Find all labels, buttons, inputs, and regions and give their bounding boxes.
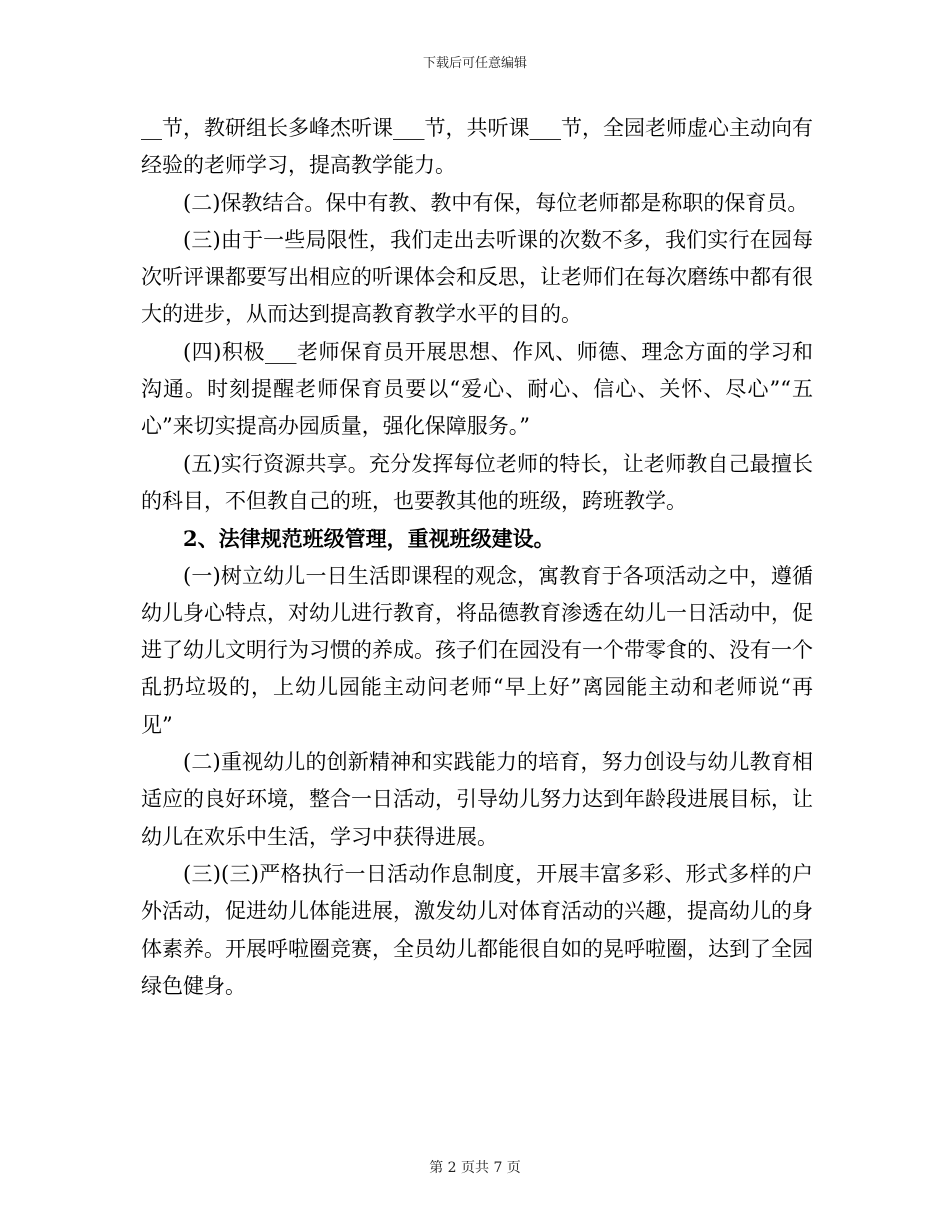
- document-body: [141, 110, 813, 1005]
- paragraph-item-2: (二)保教结合。保中有教、教中有保，每位老师都是称职的保育员。: [183, 190, 809, 215]
- paragraph-section2-item-3: (三)(三)严格执行一日活动作息制度，开展丰富多彩、形式多样的户外活动，促进幼儿体能进展，激发幼儿对体育活动的兴趣，提高幼儿的身体素养。开展呼啦圈竞赛，全员幼儿都能很自如的晃呼啦圈，达到了全园绿色健身。: [141, 861, 813, 998]
- paragraph-item-5: (五)实行资源共享。充分发挥每位老师的特长，让老师教自己最擅长的科目，不但教自己的班，也要教其他的班级，跨班教学。: [141, 451, 813, 513]
- section-heading-2: 2、法律规范班级管理，重视班级建设。: [183, 526, 555, 552]
- paragraph-section2-item-1: (一)树立幼儿一日生活即课程的观念，寓教育于各项活动之中，遵循幼儿身心特点，对幼儿进行教育，将品德教育渗透在幼儿一日活动中，促进了幼儿文明行为习惯的养成。孩子们在园没有一个带零食的、没有一个乱扔垃圾的，上幼儿园能主动问老师“早上好”离园能主动和老师说“再见”: [141, 563, 813, 737]
- page-header: 下载后可任意编辑: [422, 56, 527, 71]
- paragraph-item-3: (三)由于一些局限性，我们走出去听课的次数不多，我们实行在园每次听评课都要写出相应的听课体会和反思，让老师们在每次磨练中都有很大的进步，从而达到提高教育教学水平的目的。: [141, 227, 813, 327]
- paragraph-item-4: (四)积极___老师保育员开展思想、作风、师德、理念方面的学习和沟通。时刻提醒老师保育员要以“爱心、耐心、信心、关怀、尽心”“五心”来切实提高办园质量，强化保障服务。”: [141, 339, 813, 439]
- paragraph-section2-item-2: (二)重视幼儿的创新精神和实践能力的培育，努力创设与幼儿教育相适应的良好环境，整合一日活动，引导幼儿努力达到年龄段进展目标，让幼儿在欢乐中生活，学习中获得进展。: [141, 750, 813, 849]
- paragraph-continued: __节，教研组长多峰杰听课___节，共听课___节，全园老师虚心主动向有经验的老师学习，提高教学能力。: [141, 116, 813, 178]
- page-footer: 第 2 页共 7 页: [429, 1160, 521, 1176]
